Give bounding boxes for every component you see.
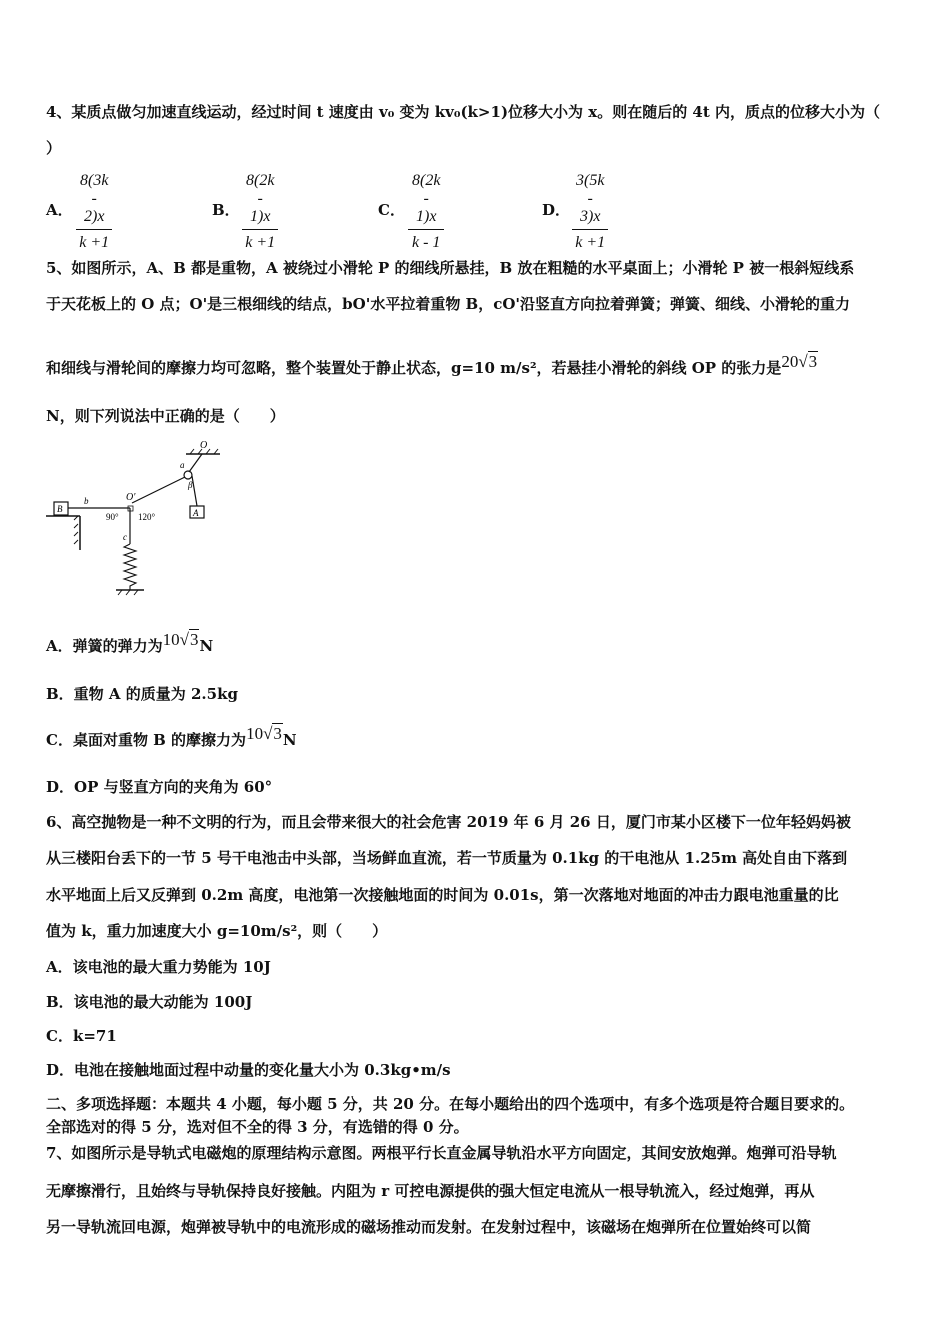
fraction-denominator: k +1 <box>79 234 110 251</box>
fraction <box>408 172 444 252</box>
string-po <box>132 477 185 503</box>
q5-line1: 5、如图所示，A、B 都是重物，A 被绕过小滑轮 P 的细线所悬挂，B 放在粗糙的水平桌面上；小滑轮 P 被一根斜短线系 <box>46 259 855 277</box>
label-weight-a: A <box>193 508 199 518</box>
q6-option-c: C．k=71 <box>46 1027 117 1045</box>
option-text: C．桌面对重物 B 的摩擦力为 <box>46 731 247 749</box>
q4-options <box>46 172 746 251</box>
q5-pulley-figure <box>44 440 234 600</box>
option-letter: C． <box>378 201 405 219</box>
label-b: b <box>84 496 89 506</box>
q6-option-a: A．该电池的最大重力势能为 10J <box>46 958 271 976</box>
sqrt-icon: √ <box>798 352 808 371</box>
q5-option-b: B．重物 A 的质量为 2.5kg <box>46 685 238 703</box>
fraction <box>242 172 278 252</box>
fraction-numerator: 8(2k - 1)x <box>408 172 444 230</box>
label-weight-b: B <box>57 504 63 514</box>
radicand: 3 <box>273 724 282 743</box>
q5-line3 <box>46 352 908 378</box>
pulley-p <box>184 471 192 479</box>
option-letter: D． <box>542 201 571 219</box>
string-pa <box>192 476 197 506</box>
radical-coefficient: 20 <box>781 352 799 371</box>
fraction-denominator: k +1 <box>575 234 606 251</box>
option-letter: B． <box>212 201 240 219</box>
label-o: O <box>200 440 208 451</box>
option-letter: A． <box>46 201 73 219</box>
fraction-numerator: 8(2k - 1)x <box>242 172 278 230</box>
q7-line3: 另一导轨流回电源，炮弹被导轨中的电流形成的磁场推动而发射。在发射过程中，该磁场在炮弹所在位置始终可以简 <box>46 1218 812 1236</box>
q5-option-c <box>46 724 908 750</box>
line-op <box>189 454 202 472</box>
q6-line1: 6、高空抛物是一种不文明的行为，而且会带来很大的社会危害 2019 年 6 月 26 日，厦门市某小区楼下一位年轻妈妈被 <box>46 813 851 831</box>
section2-line2: 全部选对的得 5 分，选对但不全的得 3 分，有选错的得 0 分。 <box>46 1118 469 1136</box>
fraction-numerator: 3(5k - 3)x <box>572 172 608 230</box>
radicand: 3 <box>808 352 818 371</box>
q5-option-a <box>46 630 908 656</box>
q6-option-d: D．电池在接触地面过程中动量的变化量大小为 0.3kg•m/s <box>46 1061 451 1079</box>
spring <box>124 544 136 590</box>
radical-expression <box>781 352 818 371</box>
label-beta: β <box>188 480 193 490</box>
q7-line1: 7、如图所示是导轨式电磁炮的原理结构示意图。两根平行长直金属导轨沿水平方向固定，其间安放炮弹。炮弹可沿导轨 <box>46 1144 837 1162</box>
q4-stem-line1: 4、某质点做匀加速直线运动，经过时间 t 速度由 v₀ 变为 kv₀(k>1)位移大小为 x。则在随后的 4t 内，质点的位移大小为（ <box>46 103 881 121</box>
sqrt-icon: √ <box>263 724 273 743</box>
option-text: A．弹簧的弹力为 <box>46 637 163 655</box>
unit: N <box>282 731 297 749</box>
q5-line4: N，则下列说法中正确的是（ ） <box>46 407 285 425</box>
radical-expression <box>163 630 200 649</box>
label-angle-90: 90° <box>106 512 119 522</box>
label-a-angle: a <box>180 460 185 470</box>
q5-line3-text: 和细线与滑轮间的摩擦力均可忽略，整个装置处于静止状态，g=10 m/s²，若悬挂小滑轮的斜线 OP 的张力是 <box>46 359 782 377</box>
fraction-denominator: k +1 <box>245 234 276 251</box>
q6-line4: 值为 k，重力加速度大小 g=10m/s²，则（ ） <box>46 922 388 940</box>
q6-line2: 从三楼阳台丢下的一节 5 号干电池击中头部，当场鲜血直流，若一节质量为 0.1kg 的干电池从 1.25m 高处自由下落到 <box>46 849 848 867</box>
table-hatch <box>74 540 78 544</box>
radical-expression <box>246 724 283 743</box>
fraction-denominator: k - 1 <box>412 234 441 251</box>
fraction <box>76 172 112 252</box>
fraction-numerator: 8(3k - 2)x <box>76 172 112 230</box>
q6-option-b: B．该电池的最大动能为 100J <box>46 993 253 1011</box>
sqrt-icon: √ <box>179 630 189 649</box>
radical-coefficient: 10 <box>162 630 180 649</box>
fraction <box>572 172 608 252</box>
q5-line2: 于天花板上的 O 点；O'是三根细线的结点，bO'水平拉着重物 B，cO'沿竖直方向拉着弹簧；弹簧、细线、小滑轮的重力 <box>46 295 851 313</box>
q4-stem-line2: ） <box>46 139 62 157</box>
section2-line1: 二、多项选择题：本题共 4 小题，每小题 5 分，共 20 分。在每小题给出的四个选项中，有多个选项是符合题目要求的。 <box>46 1095 855 1113</box>
table-hatch <box>74 532 78 536</box>
q6-line3: 水平地面上后又反弹到 0.2m 高度，电池第一次接触地面的时间为 0.01s，第一次落地对地面的冲击力跟电池重量的比 <box>46 886 839 904</box>
radical-coefficient: 10 <box>246 724 264 743</box>
table-hatch <box>74 524 78 528</box>
q7-line2: 无摩擦滑行，且始终与导轨保持良好接触。内阻为 r 可控电源提供的强大恒定电流从一根导轨流入，经过炮弹，再从 <box>46 1182 815 1200</box>
label-c: c <box>123 532 127 542</box>
radicand: 3 <box>189 630 199 649</box>
label-angle-120: 120° <box>138 512 156 522</box>
q5-option-d: D．OP 与竖直方向的夹角为 60° <box>46 778 273 796</box>
unit: N <box>199 637 214 655</box>
label-o-prime: O' <box>126 492 136 503</box>
